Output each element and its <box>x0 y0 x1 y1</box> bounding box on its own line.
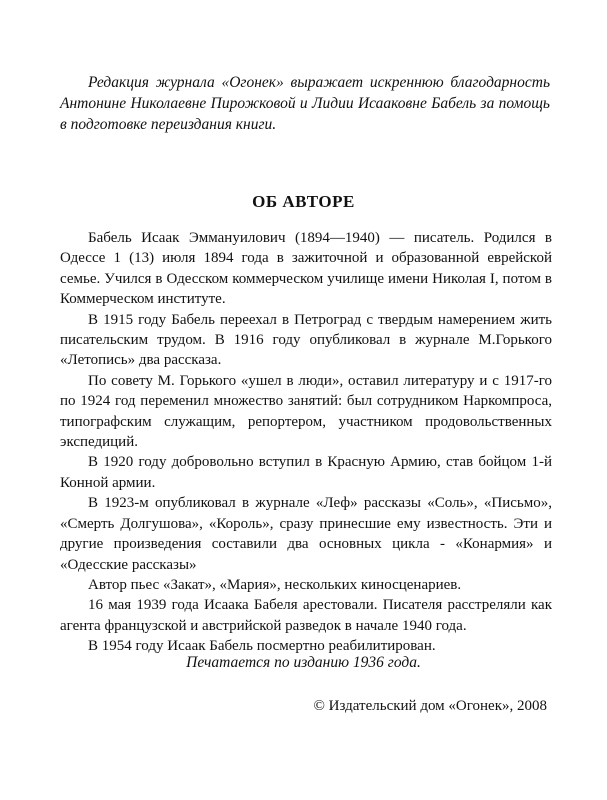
bio-paragraph: По совету М. Горького «ушел в люди», оставил литературу и с 1917-го по 1924 год переменил множество занятий: был сотрудником Наркомпроса, типографским служащим, репортером, участником продовольственных экспедиций. <box>60 372 552 451</box>
bio-paragraph: 16 мая 1939 года Исаака Бабеля арестовали. Писателя расстреляли как агента французской и австрийской разведок в начале 1940 года. <box>60 597 552 634</box>
bio-paragraph: Автор пьес «Закат», «Мария», нескольких киносценариев. <box>88 576 462 593</box>
bio-paragraph: В 1915 году Бабель переехал в Петроград с твердым намерением жить писательским трудом. В 1916 году опубликовал в журнале М.Горького «Летопись» два рассказа. <box>60 311 552 369</box>
copyright-notice: © Издательский дом «Огонек», 2008 <box>313 698 547 714</box>
bio-paragraph: Бабель Исаак Эммануилович (1894—1940) — писатель. Родился в Одессе 1 (13) июля 1894 года в зажиточной и образованной еврейской семье. Учился в Одесском коммерческом училище имени Николая I, потом в Коммерческом институте. <box>60 230 552 308</box>
author-biography <box>60 228 552 657</box>
acknowledgement-text: Редакция журнала «Огонек» выражает искреннюю благодарность Антонине Николаевне Пирожковой и Лидии Исааковне Бабель за помощь в подготовке переиздания книги. <box>60 74 550 133</box>
bio-paragraph: В 1923-м опубликовал в журнале «Леф» рассказы «Соль», «Письмо», «Смерть Долгушова», «Король», сразу принесшие ему известность. Эти и другие произведения составили два основных цикла - «Конармия» и «Одесские рассказы» <box>60 495 552 573</box>
bio-paragraph: В 1954 году Исаак Бабель посмертно реабилитирован. <box>88 638 436 655</box>
bio-paragraph: В 1920 году добровольно вступил в Красную Армию, став бойцом 1-й Конной армии. <box>60 454 552 491</box>
edition-source-note: Печатается по изданию 1936 года. <box>186 654 421 671</box>
section-heading: ОБ АВТОРЕ <box>252 192 355 211</box>
